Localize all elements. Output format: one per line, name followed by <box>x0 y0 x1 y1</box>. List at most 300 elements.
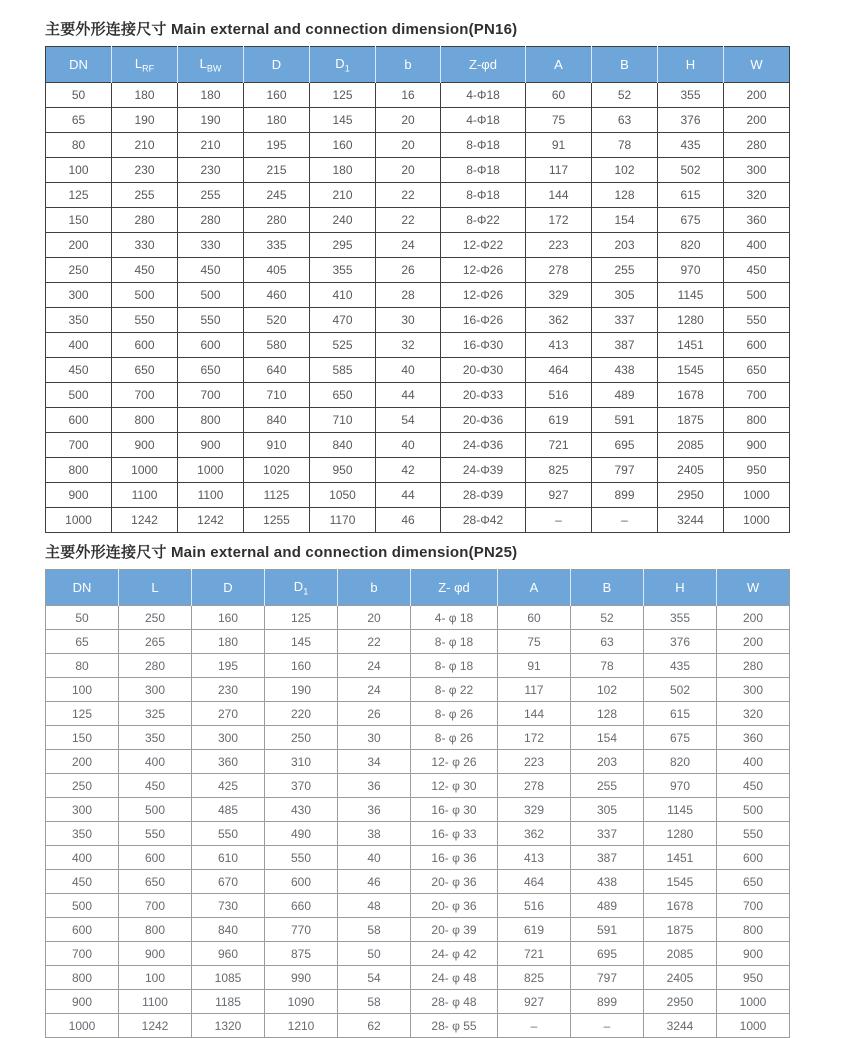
table-cell: 450 <box>46 358 112 383</box>
table-cell: 1185 <box>192 990 265 1014</box>
table-cell: 500 <box>178 283 244 308</box>
table-row <box>46 508 790 533</box>
table-cell: 950 <box>310 458 376 483</box>
table-cell: 255 <box>112 183 178 208</box>
table-cell: 54 <box>338 966 411 990</box>
table-cell: 100 <box>119 966 192 990</box>
table-cell: 355 <box>644 606 717 630</box>
table-cell: 203 <box>571 750 644 774</box>
table-cell: 500 <box>717 798 790 822</box>
table-cell: 355 <box>310 258 376 283</box>
table-cell: 619 <box>526 408 592 433</box>
table-cell: 600 <box>178 333 244 358</box>
table-cell: 325 <box>119 702 192 726</box>
pn25-table-title: 主要外形连接尺寸 Main external and connection dimension(PN25) <box>45 544 518 561</box>
table-cell: 58 <box>338 918 411 942</box>
table-cell: 650 <box>178 358 244 383</box>
table-cell: 200 <box>46 750 119 774</box>
table-cell: 350 <box>46 822 119 846</box>
table-cell: 54 <box>376 408 441 433</box>
table-cell: 100 <box>46 678 119 702</box>
table-cell: 650 <box>112 358 178 383</box>
table-cell: 329 <box>526 283 592 308</box>
table-cell: 387 <box>571 846 644 870</box>
table-cell: 337 <box>571 822 644 846</box>
table-cell: 172 <box>526 208 592 233</box>
table-cell: 450 <box>119 774 192 798</box>
table-cell: 32 <box>376 333 441 358</box>
table-cell: 160 <box>265 654 338 678</box>
table-cell: 695 <box>571 942 644 966</box>
table-cell: 8-Φ18 <box>441 183 526 208</box>
table-cell: 600 <box>46 918 119 942</box>
table-cell: 24 <box>338 678 411 702</box>
table-cell: 950 <box>717 966 790 990</box>
table-cell: 970 <box>658 258 724 283</box>
table-row <box>46 822 790 846</box>
table-cell: 42 <box>376 458 441 483</box>
table-cell: 950 <box>724 458 790 483</box>
table-cell: 65 <box>46 630 119 654</box>
table-cell: 695 <box>592 433 658 458</box>
table-cell: 280 <box>178 208 244 233</box>
table-cell: 464 <box>526 358 592 383</box>
table-cell: 400 <box>119 750 192 774</box>
table-cell: 215 <box>244 158 310 183</box>
table-cell: 800 <box>112 408 178 433</box>
table-cell: 12-Φ26 <box>441 283 526 308</box>
table-cell: 24 <box>376 233 441 258</box>
table-cell: 75 <box>526 108 592 133</box>
table-cell: 125 <box>265 606 338 630</box>
table-cell: 485 <box>192 798 265 822</box>
table-cell: 900 <box>46 990 119 1014</box>
table-row <box>46 483 790 508</box>
table-cell: 1000 <box>178 458 244 483</box>
table-cell: 960 <box>192 942 265 966</box>
table-cell: 300 <box>119 678 192 702</box>
table-row <box>46 870 790 894</box>
table-cell: 376 <box>644 630 717 654</box>
table-cell: 450 <box>717 774 790 798</box>
column-header: $D_1$ <box>310 47 376 83</box>
table-cell: 160 <box>192 606 265 630</box>
table-cell: 280 <box>244 208 310 233</box>
table-cell: 180 <box>112 83 178 108</box>
table-cell: 20-Φ30 <box>441 358 526 383</box>
table-cell: 30 <box>376 308 441 333</box>
table-cell: 1545 <box>644 870 717 894</box>
table-cell: 12- φ 30 <box>411 774 498 798</box>
table-cell: 615 <box>658 183 724 208</box>
table-row <box>46 726 790 750</box>
table-cell: 24-Φ39 <box>441 458 526 483</box>
table-cell: 1875 <box>644 918 717 942</box>
table-cell: 91 <box>498 654 571 678</box>
table-cell: 8- φ 26 <box>411 726 498 750</box>
column-header: B <box>571 570 644 606</box>
table-cell: 50 <box>46 606 119 630</box>
table-cell: 22 <box>338 630 411 654</box>
table-cell: 502 <box>658 158 724 183</box>
table-row <box>46 630 790 654</box>
table-cell: 2950 <box>644 990 717 1014</box>
pn25-dimension-table <box>45 569 790 1038</box>
table-cell: 278 <box>498 774 571 798</box>
table-cell: 80 <box>46 654 119 678</box>
table-cell: 700 <box>112 383 178 408</box>
table-cell: 1020 <box>244 458 310 483</box>
table-cell: 460 <box>244 283 310 308</box>
table-cell: 8- φ 22 <box>411 678 498 702</box>
table-row <box>46 1014 790 1038</box>
table-cell: 75 <box>498 630 571 654</box>
table-cell: 4-Φ18 <box>441 83 526 108</box>
table-cell: 12-Φ22 <box>441 233 526 258</box>
table-cell: 65 <box>46 108 112 133</box>
table-cell: 430 <box>265 798 338 822</box>
table-cell: 800 <box>46 458 112 483</box>
table-cell: 700 <box>178 383 244 408</box>
table-cell: 840 <box>310 433 376 458</box>
table-row <box>46 433 790 458</box>
table-cell: 48 <box>338 894 411 918</box>
table-cell: 580 <box>244 333 310 358</box>
table-cell: 20- φ 36 <box>411 894 498 918</box>
table-cell: 1000 <box>724 483 790 508</box>
table-cell: 1000 <box>112 458 178 483</box>
table-cell: 489 <box>592 383 658 408</box>
table-cell: 387 <box>592 333 658 358</box>
table-row <box>46 133 790 158</box>
table-row <box>46 990 790 1014</box>
table-cell: 24-Φ36 <box>441 433 526 458</box>
table-cell: 26 <box>376 258 441 283</box>
table-row <box>46 774 790 798</box>
table-cell: 24- φ 48 <box>411 966 498 990</box>
table-cell: 520 <box>244 308 310 333</box>
table-cell: 255 <box>592 258 658 283</box>
table-cell: 300 <box>717 678 790 702</box>
table-cell: 250 <box>46 774 119 798</box>
pn16-table-body <box>46 83 790 533</box>
table-cell: 1545 <box>658 358 724 383</box>
table-cell: 450 <box>46 870 119 894</box>
column-header: L <box>119 570 192 606</box>
table-cell: 797 <box>571 966 644 990</box>
table-cell: 160 <box>310 133 376 158</box>
table-cell: 128 <box>592 183 658 208</box>
table-cell: 350 <box>119 726 192 750</box>
table-cell: 490 <box>265 822 338 846</box>
table-cell: 50 <box>338 942 411 966</box>
table-cell: 435 <box>644 654 717 678</box>
table-cell: 320 <box>717 702 790 726</box>
table-cell: 28 <box>376 283 441 308</box>
table-cell: 102 <box>571 678 644 702</box>
table-cell: 413 <box>498 846 571 870</box>
table-cell: 600 <box>717 846 790 870</box>
table-cell: 320 <box>724 183 790 208</box>
table-cell: 63 <box>571 630 644 654</box>
table-cell: – <box>498 1014 571 1038</box>
table-cell: 550 <box>717 822 790 846</box>
column-header: A <box>526 47 592 83</box>
table-cell: 190 <box>178 108 244 133</box>
table-cell: 40 <box>338 846 411 870</box>
table-cell: 820 <box>658 233 724 258</box>
table-cell: 255 <box>178 183 244 208</box>
pn25-section <box>45 541 790 1038</box>
table-cell: 900 <box>46 483 112 508</box>
table-cell: 60 <box>498 606 571 630</box>
table-cell: 154 <box>571 726 644 750</box>
table-cell: 362 <box>498 822 571 846</box>
table-row <box>46 308 790 333</box>
table-cell: 78 <box>592 133 658 158</box>
table-cell: 250 <box>46 258 112 283</box>
table-row <box>46 408 790 433</box>
table-cell: 721 <box>498 942 571 966</box>
table-cell: 1100 <box>112 483 178 508</box>
table-cell: 280 <box>717 654 790 678</box>
table-cell: 400 <box>46 333 112 358</box>
table-cell: 410 <box>310 283 376 308</box>
table-cell: 600 <box>265 870 338 894</box>
table-cell: 8-Φ22 <box>441 208 526 233</box>
table-cell: 650 <box>310 383 376 408</box>
table-cell: 20 <box>376 108 441 133</box>
column-header: A <box>498 570 571 606</box>
table-cell: 280 <box>724 133 790 158</box>
table-cell: 800 <box>178 408 244 433</box>
table-cell: 1451 <box>658 333 724 358</box>
table-cell: 8- φ 18 <box>411 654 498 678</box>
table-cell: 1000 <box>724 508 790 533</box>
table-cell: 615 <box>644 702 717 726</box>
table-cell: 250 <box>265 726 338 750</box>
table-cell: 500 <box>112 283 178 308</box>
table-cell: 28-Φ42 <box>441 508 526 533</box>
table-cell: 710 <box>244 383 310 408</box>
table-cell: 650 <box>724 358 790 383</box>
table-cell: 405 <box>244 258 310 283</box>
table-cell: 195 <box>244 133 310 158</box>
table-cell: 489 <box>571 894 644 918</box>
table-cell: 125 <box>46 183 112 208</box>
table-cell: 172 <box>498 726 571 750</box>
table-row <box>46 846 790 870</box>
table-cell: 450 <box>724 258 790 283</box>
table-cell: 3244 <box>658 508 724 533</box>
table-cell: 20 <box>376 158 441 183</box>
table-cell: 38 <box>338 822 411 846</box>
table-row <box>46 678 790 702</box>
table-cell: 40 <box>376 358 441 383</box>
table-cell: 250 <box>119 606 192 630</box>
table-cell: 58 <box>338 990 411 1014</box>
column-header: Z-φd <box>441 47 526 83</box>
table-cell: 550 <box>112 308 178 333</box>
table-cell: 516 <box>498 894 571 918</box>
table-cell: 591 <box>571 918 644 942</box>
table-cell: 102 <box>592 158 658 183</box>
table-cell: 900 <box>119 942 192 966</box>
column-header: b <box>338 570 411 606</box>
table-cell: 52 <box>571 606 644 630</box>
table-cell: 675 <box>644 726 717 750</box>
table-cell: 265 <box>119 630 192 654</box>
table-cell: 400 <box>724 233 790 258</box>
table-cell: 370 <box>265 774 338 798</box>
table-cell: 875 <box>265 942 338 966</box>
table-cell: 800 <box>717 918 790 942</box>
table-cell: 730 <box>192 894 265 918</box>
table-cell: 8- φ 26 <box>411 702 498 726</box>
table-cell: 600 <box>112 333 178 358</box>
table-cell: 8-Φ18 <box>441 158 526 183</box>
table-cell: 1050 <box>310 483 376 508</box>
table-cell: 28- φ 48 <box>411 990 498 1014</box>
table-cell: 125 <box>46 702 119 726</box>
column-header: H <box>658 47 724 83</box>
column-header: $D_1$ <box>265 570 338 606</box>
table-cell: 610 <box>192 846 265 870</box>
table-row <box>46 158 790 183</box>
header-row <box>46 47 790 83</box>
table-cell: 330 <box>112 233 178 258</box>
table-cell: 28-Φ39 <box>441 483 526 508</box>
table-cell: 675 <box>658 208 724 233</box>
table-cell: 195 <box>192 654 265 678</box>
table-cell: 270 <box>192 702 265 726</box>
column-header: B <box>592 47 658 83</box>
column-header: $L_{RF}$ <box>112 47 178 83</box>
table-cell: 16- φ 30 <box>411 798 498 822</box>
table-cell: 203 <box>592 233 658 258</box>
table-cell: 1451 <box>644 846 717 870</box>
table-cell: 500 <box>46 383 112 408</box>
table-cell: 1210 <box>265 1014 338 1038</box>
table-cell: 376 <box>658 108 724 133</box>
table-cell: 1100 <box>119 990 192 1014</box>
table-cell: – <box>526 508 592 533</box>
table-cell: 117 <box>498 678 571 702</box>
table-cell: 650 <box>119 870 192 894</box>
table-row <box>46 183 790 208</box>
table-cell: 200 <box>724 83 790 108</box>
table-cell: 2950 <box>658 483 724 508</box>
table-cell: 22 <box>376 208 441 233</box>
table-cell: 900 <box>717 942 790 966</box>
table-cell: 144 <box>498 702 571 726</box>
table-cell: 450 <box>178 258 244 283</box>
table-cell: 8-Φ18 <box>441 133 526 158</box>
table-cell: 650 <box>717 870 790 894</box>
table-cell: 329 <box>498 798 571 822</box>
column-header: D <box>192 570 265 606</box>
table-cell: 180 <box>244 108 310 133</box>
table-cell: 1145 <box>658 283 724 308</box>
pn25-table-body <box>46 606 790 1038</box>
table-cell: 1242 <box>112 508 178 533</box>
column-header: b <box>376 47 441 83</box>
table-cell: 1125 <box>244 483 310 508</box>
table-cell: 34 <box>338 750 411 774</box>
column-header: Z- φd <box>411 570 498 606</box>
table-cell: 335 <box>244 233 310 258</box>
table-cell: 413 <box>526 333 592 358</box>
table-cell: 800 <box>46 966 119 990</box>
table-cell: 210 <box>178 133 244 158</box>
table-cell: 220 <box>265 702 338 726</box>
table-cell: 502 <box>644 678 717 702</box>
table-cell: 619 <box>498 918 571 942</box>
table-row <box>46 458 790 483</box>
table-cell: 180 <box>310 158 376 183</box>
table-cell: 1000 <box>717 1014 790 1038</box>
table-cell: 525 <box>310 333 376 358</box>
table-cell: 700 <box>119 894 192 918</box>
table-cell: 280 <box>119 654 192 678</box>
pn16-table-header <box>46 47 790 83</box>
table-cell: 550 <box>192 822 265 846</box>
table-cell: 24 <box>338 654 411 678</box>
table-cell: 355 <box>658 83 724 108</box>
pn16-table-title: 主要外形连接尺寸 Main external and connection dimension(PN16) <box>45 21 518 38</box>
table-cell: 60 <box>526 83 592 108</box>
table-cell: 825 <box>498 966 571 990</box>
table-cell: 438 <box>592 358 658 383</box>
table-cell: 240 <box>310 208 376 233</box>
table-cell: 600 <box>46 408 112 433</box>
table-cell: 44 <box>376 483 441 508</box>
table-row <box>46 966 790 990</box>
table-cell: 144 <box>526 183 592 208</box>
table-cell: 150 <box>46 726 119 750</box>
table-cell: 26 <box>338 702 411 726</box>
table-cell: 230 <box>178 158 244 183</box>
table-cell: 230 <box>112 158 178 183</box>
table-cell: 1875 <box>658 408 724 433</box>
table-cell: 210 <box>310 183 376 208</box>
table-cell: 360 <box>192 750 265 774</box>
table-cell: 300 <box>46 283 112 308</box>
table-cell: 20-Φ36 <box>441 408 526 433</box>
table-row <box>46 358 790 383</box>
pn25-table-header <box>46 570 790 606</box>
table-cell: 825 <box>526 458 592 483</box>
pn16-section <box>45 18 790 533</box>
table-cell: 400 <box>46 846 119 870</box>
table-cell: 438 <box>571 870 644 894</box>
table-cell: 20 <box>376 133 441 158</box>
table-cell: 660 <box>265 894 338 918</box>
table-cell: 1000 <box>46 508 112 533</box>
table-row <box>46 258 790 283</box>
table-cell: 91 <box>526 133 592 158</box>
table-cell: 927 <box>498 990 571 1014</box>
table-cell: 700 <box>46 942 119 966</box>
table-row <box>46 798 790 822</box>
table-cell: 500 <box>119 798 192 822</box>
table-cell: 28- φ 55 <box>411 1014 498 1038</box>
pn16-dimension-table <box>45 46 790 533</box>
table-cell: 425 <box>192 774 265 798</box>
column-header: D <box>244 47 310 83</box>
table-cell: 154 <box>592 208 658 233</box>
table-cell: 180 <box>178 83 244 108</box>
